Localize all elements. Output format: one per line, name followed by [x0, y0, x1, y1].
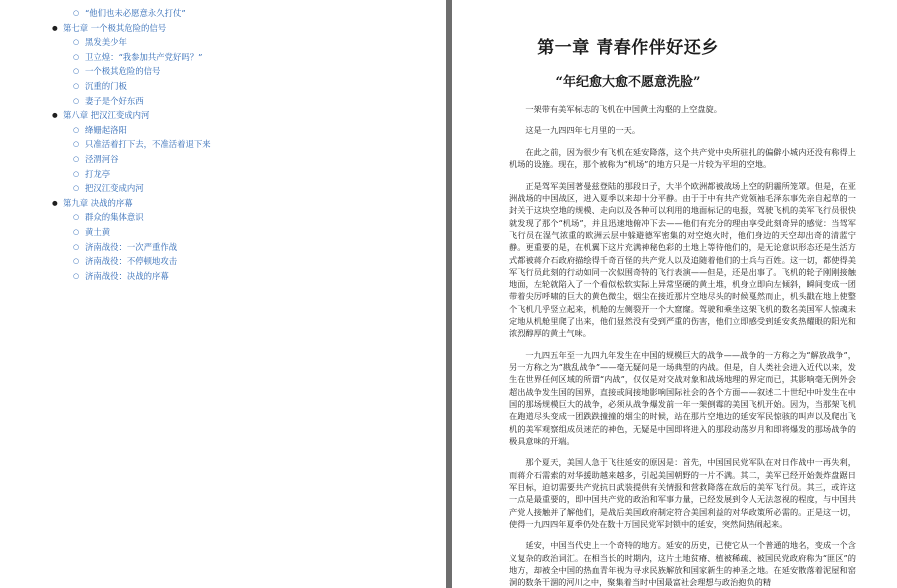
- paragraph: 在此之前，因为很少有飞机在延安降落，这个共产党中央所驻扎的偏僻小城内还没有称得上机场的设施。现在，那个被称为“机场”的地方只是一片较为平坦的空地。: [509, 146, 856, 170]
- toc-item[interactable]: [0, 6, 446, 21]
- paragraph: 这是一九四四年七月里的一天。: [525, 125, 641, 136]
- toc-chapter-link[interactable]: 第七章 一个极其危险的信号: [63, 22, 167, 33]
- toc-link[interactable]: 黑发美少年: [85, 37, 127, 48]
- toc-list: [0, 0, 446, 283]
- toc-item[interactable]: [0, 50, 446, 65]
- toc-item[interactable]: [0, 269, 446, 284]
- paragraph: 一九四五年至一九四九年发生在中国的规模巨大的战争——战争的一方称之为“解放战争”，另一方称之为“戡乱战争”——毫无疑问是一场典型的内战。但是，自人类社会进入近代以来，发生在世界任何区域的所谓“内战”，仅仅是对交战对象和战场地理的界定而已，其影响毫无例外会超出战争发生国的国界，直接或间接地影响国际社会的各个方面——叙述二十世纪中叶发生在中国的那场规模巨大的战争，必须从战争爆发前一年一架倒霉的美国飞机开始。因为，当那架飞机在跑道尽头变成一团跌跌撞撞的烟尘的时候，站在那片空地边的延安军民惊骇的叫声以及爬出飞机的美军观察组成员迷茫的神色，无疑是中国即将进入的那段动荡岁月和即将爆发的那场战争的极具意味的开端。: [509, 349, 856, 446]
- toc-link[interactable]: “他们也未必愿意永久打仗”: [85, 8, 186, 18]
- toc-chapter-link[interactable]: 第八章 把汉江变成内河: [63, 110, 150, 121]
- toc-link[interactable]: 一个极其危险的信号: [85, 66, 161, 77]
- toc-item[interactable]: [0, 240, 446, 255]
- toc-link[interactable]: 群众的集体意识: [85, 212, 144, 223]
- paragraph: 一架带有美军标志的飞机在中国黄土沟壑的上空盘旋。: [525, 104, 722, 114]
- toc-link[interactable]: 卫立煌：“我参加共产党好吗？”: [85, 51, 203, 62]
- body-text: [509, 103, 856, 588]
- paragraph: 那个夏天，美国人急于飞往延安的原因是：首先，中国国民党军队在对日作战中一再失利，而蒋介石需索的对华援助越来越多，引起美国朝野的一片不满。其二，美军已经开始轰炸盘踞日军目标，迫切需要共产党抗日武装提供有关情报和营救降落在敌后的美军飞行员。其三，或许这一点是最重要的，即中国共产党的政治和军事力量，已经发展到令人无法忽视的程度，与中国共产党人接触并了解他们，是战后美国政府制定符合美国利益的对华政策所必需的。正是这一切，使得一九四四年夏季仍处在数十万国民党军封锁中的延安，突然间热闹起来。: [509, 457, 856, 529]
- toc-link[interactable]: 济南战役：决战的序幕: [85, 270, 169, 281]
- paragraph: 延安，中国当代史上一个奇特的地方。延安的历史，已使它从一个普通的地名，变成一个含义复杂的政治词汇。在相当长的时期内，这片土地贫瘠、植被稀疏、被国民党政府称为“匪区”的地方，却被全中国的热血青年视为寻求民族解放和国家新生的神圣之地。在延安散落着泥屋和窑洞的数条干涸的河川之中，聚集着当时中国最富社会理想与政治抱负的精: [509, 540, 856, 588]
- toc-link[interactable]: 黄土黄: [85, 226, 111, 237]
- toc-link[interactable]: 只准活着打下去，不准活着退下来: [85, 139, 211, 150]
- chapter-title: 第一章 青春作伴好还乡: [537, 38, 719, 58]
- toc-item[interactable]: [0, 167, 446, 182]
- toc-item[interactable]: [0, 123, 446, 138]
- toc-chapter-link[interactable]: 第九章 决战的序幕: [63, 197, 133, 208]
- toc-link[interactable]: 把汉江变成内河: [85, 183, 144, 194]
- toc-item[interactable]: [0, 79, 446, 94]
- toc-link[interactable]: 妻子是个好东西: [85, 95, 144, 106]
- toc-item[interactable]: [0, 137, 446, 152]
- toc-item[interactable]: [0, 94, 446, 109]
- section-title: “年纪愈大愈不愿意洗脸”: [555, 75, 701, 90]
- toc-item[interactable]: [0, 254, 446, 269]
- toc-item[interactable]: [0, 225, 446, 240]
- toc-link[interactable]: 绛姗起洛阳: [85, 124, 127, 135]
- toc-sidebar: [0, 0, 446, 588]
- paragraph: 正是驾军美国著曼兹登陆的那段日子，大半个欧洲都被战场上空的阴霾所笼罩。但是，在亚洲战场的中国战区，进入夏季以来却十分平静。由于于中有共产党领袖毛泽东事先亲自起草的一封关于这块空地的规模、走向以及各种可以利用的地面标记的电报，驾驶飞机的美军飞行员很快就发现了那个“机场”，并且迅速地俯冲下去——他们有充分的理由享受此刻奇异的感觉：当驾军飞行员在湿气浓重的欧洲云层中躲避德军密集的对空炮火时，他们身边的天空却出奇的清蓝宁静。更重要的是，在机翼下这片充满神秘色彩的土地上等待他们的，是无论意识形态还是生活方式都被蒋介石政府描绘得千奇百怪的共产党人以及追随着他们的士兵与百姓。这一切，都使得美军飞行员此刻的行动如同一次似围奇特的飞行表演——但是，还是出事了。飞机的轮子刚刚接触地面，左轮就陷入了一个看似松软实际上异常坚硬的黄土堆，机身立即向左倾斜，瞬间变成一团带着尖厉呼啸的巨大的黄色微尘，烟尘在接近那片空地尽头的时候戛然而止，机头戳在地上使整个飞机几乎竖立起来，机舱的左侧裂开一个大窟窿。驾驶和乘坐这架飞机的数名美国军人惊魂未定地从机舱里爬了出来，他们显然没有受到严重的伤害，他们立即感受到延安炙热耀眼的阳光和浓烈醇厚的黄土气味。: [509, 180, 856, 339]
- toc-item[interactable]: [0, 64, 446, 79]
- toc-link[interactable]: 济南战役：不停顿地攻击: [85, 256, 178, 267]
- toc-item[interactable]: [0, 152, 446, 167]
- toc-link[interactable]: 济南战役：一次严重作战: [85, 241, 178, 252]
- toc-item[interactable]: [0, 181, 446, 196]
- toc-item[interactable]: [0, 210, 446, 225]
- toc-link[interactable]: 打龙亭: [85, 168, 111, 179]
- toc-item[interactable]: [0, 35, 446, 50]
- toc-link[interactable]: 沉重的门板: [85, 80, 127, 91]
- toc-link[interactable]: 泾渭河谷: [85, 153, 119, 164]
- toc-chapter[interactable]: [0, 196, 446, 211]
- document-page: [452, 0, 897, 588]
- toc-chapter[interactable]: [0, 21, 446, 36]
- toc-chapter[interactable]: [0, 108, 446, 123]
